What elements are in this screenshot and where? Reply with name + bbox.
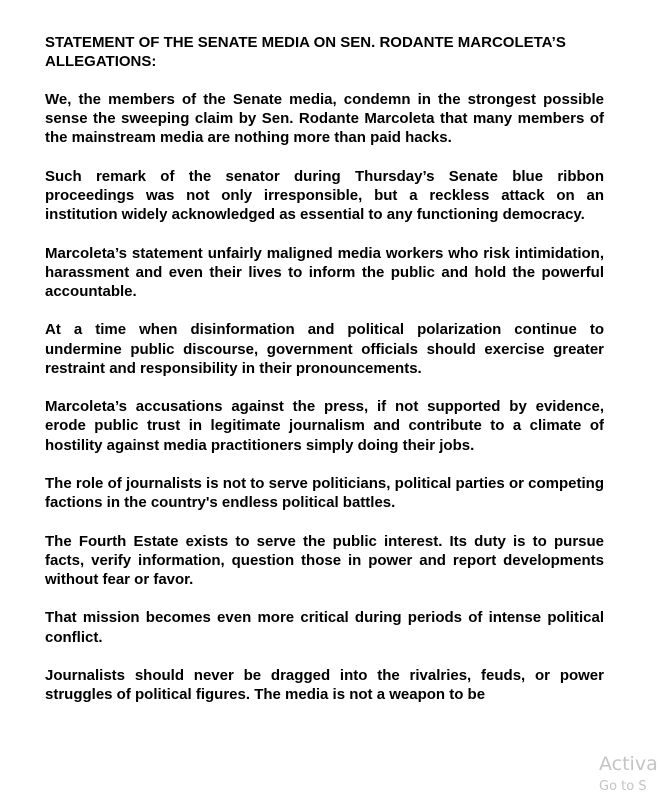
paragraph-3: Marcoleta’s statement unfairly maligned media workers who risk intimidation, harassment and even their lives to inform the public and hold the powerful accountable. xyxy=(45,244,604,300)
paragraph-2: Such remark of the senator during Thursday’s Senate blue ribbon proceedings was not only irresponsible, but a reckless attack on an institution widely acknowledged as essential to any functioning democracy. xyxy=(45,167,604,224)
watermark-line-2: Go to S xyxy=(599,779,647,794)
activation-watermark xyxy=(599,752,658,796)
paragraph-8: That mission becomes even more critical during periods of intense political conflict. xyxy=(45,609,604,646)
paragraph-4: At a time when disinformation and political polarization continue to undermine public discourse, government officials should exercise greater restraint and responsibility in their pronouncements. xyxy=(45,321,604,377)
paragraph-1: We, the members of the Senate media, condemn in the strongest possible sense the sweeping claim by Sen. Rodante Marcoleta that many members of the mainstream media are nothing more than paid hacks. xyxy=(45,91,604,147)
watermark-line-1: Activa xyxy=(599,753,658,775)
document-title: STATEMENT OF THE SENATE MEDIA ON SEN. RODANTE MARCOLETA’S ALLEGATIONS: xyxy=(45,34,566,70)
statement-document xyxy=(45,33,604,704)
paragraph-7: The Fourth Estate exists to serve the public interest. Its duty is to pursue facts, verify information, question those in power and report developments without fear or favor. xyxy=(45,532,604,588)
paragraph-6: The role of journalists is not to serve politicians, political parties or competing factions in the country's endless political battles. xyxy=(45,474,604,512)
paragraph-5: Marcoleta’s accusations against the press, if not supported by evidence, erode public trust in legitimate journalism and contribute to a climate of hostility against media practitioners simply doing their jobs. xyxy=(45,398,604,454)
paragraph-9: Journalists should never be dragged into the rivalries, feuds, or power struggles of political figures. The media is not a weapon to be xyxy=(45,666,604,704)
